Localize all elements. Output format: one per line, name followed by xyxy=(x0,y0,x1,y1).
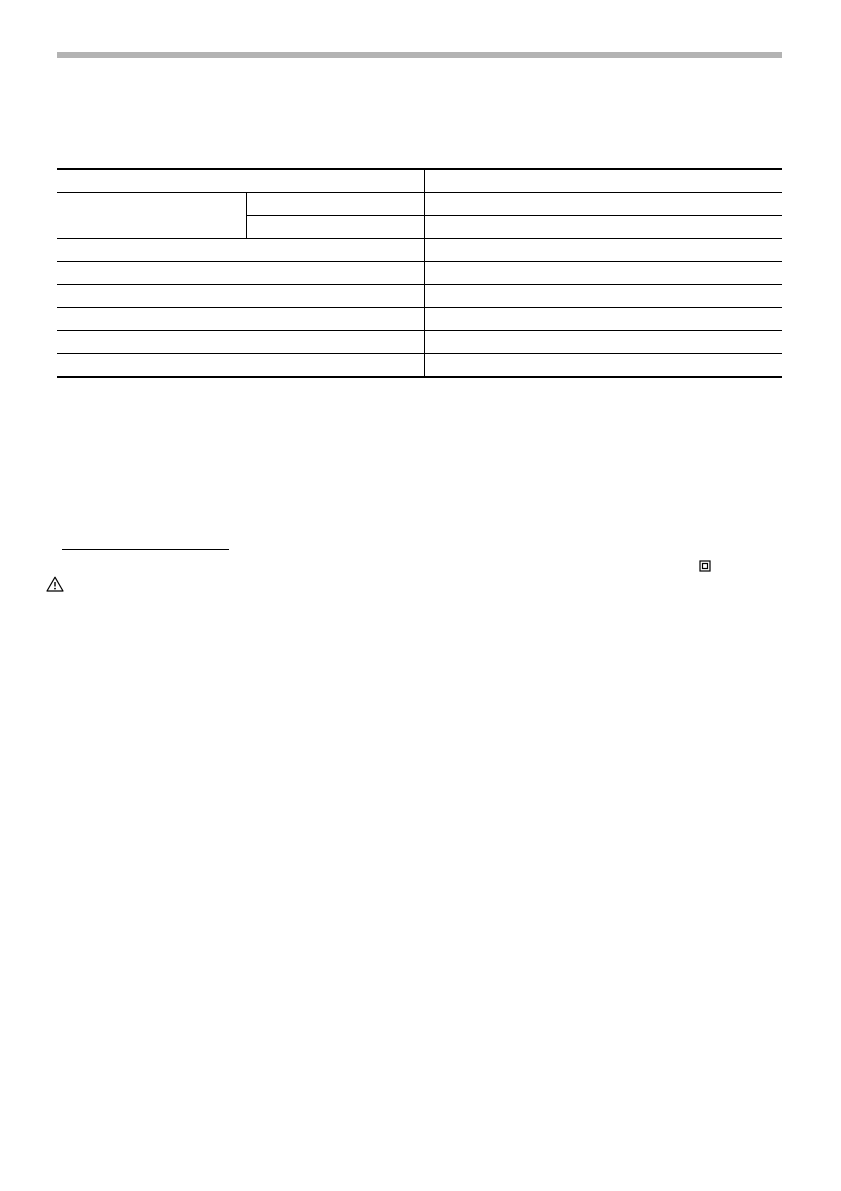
table-cell xyxy=(57,308,424,331)
table-cell xyxy=(57,239,424,262)
table-cell xyxy=(246,216,424,239)
specifications-table xyxy=(57,168,782,378)
table-cell xyxy=(57,262,424,285)
table-cell xyxy=(424,262,782,285)
double-insulation-icon xyxy=(699,560,711,572)
table-row xyxy=(57,239,782,262)
table-cell xyxy=(424,308,782,331)
table-cell xyxy=(424,285,782,308)
table-cell xyxy=(57,285,424,308)
table-row xyxy=(57,354,782,378)
table-cell xyxy=(424,354,782,378)
table-cell xyxy=(57,354,424,378)
table-cell xyxy=(57,169,424,193)
table-row xyxy=(57,308,782,331)
table-cell xyxy=(424,239,782,262)
table-row xyxy=(57,169,782,193)
warning-icon xyxy=(46,576,64,592)
section-heading-underline xyxy=(62,549,229,550)
table-row xyxy=(57,193,782,216)
top-rule xyxy=(57,52,782,58)
table-row xyxy=(57,285,782,308)
table-row xyxy=(57,262,782,285)
table-cell xyxy=(424,193,782,216)
table-row xyxy=(57,331,782,354)
table-cell xyxy=(246,193,424,216)
table-cell xyxy=(424,331,782,354)
table-cell xyxy=(424,216,782,239)
table-cell xyxy=(424,169,782,193)
table-cell xyxy=(57,193,246,239)
table-cell xyxy=(57,331,424,354)
